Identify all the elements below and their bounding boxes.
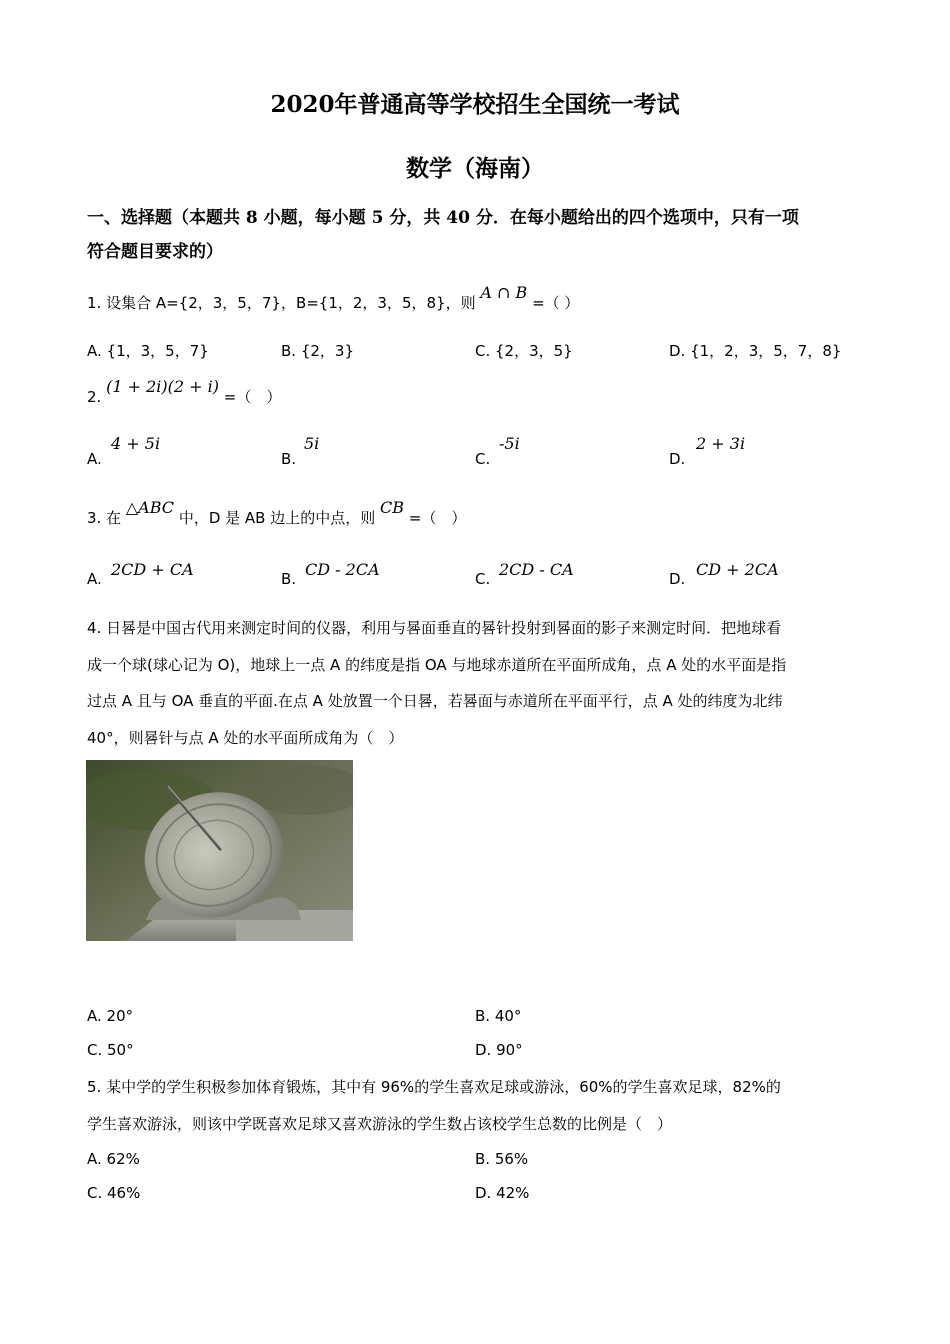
q2-option-c-label: C. xyxy=(475,450,491,468)
q5-option-d: D. 42% xyxy=(475,1184,530,1202)
q3-suffix: =（ ） xyxy=(408,509,467,527)
q4-option-c: C. 50° xyxy=(87,1041,134,1059)
q3-prefix: 3. 在 xyxy=(87,509,122,527)
q2-option-c-value: -5i xyxy=(499,434,520,453)
q2-option-a-label: A. xyxy=(87,450,102,468)
q4-option-a: A. 20° xyxy=(87,1007,134,1025)
q2-option-a-value: 4 + 5i xyxy=(111,434,161,453)
section-heading xyxy=(87,201,877,269)
q2-suffix: =（ ） xyxy=(223,388,282,406)
question-2 xyxy=(87,377,282,407)
q2-option-d-label: D. xyxy=(669,450,686,468)
q5-option-b: B. 56% xyxy=(475,1150,529,1168)
q4-line-4: 40°，则晷针与点 A 处的水平面所成角为（ ） xyxy=(87,729,404,747)
q4-option-d: D. 90° xyxy=(475,1041,523,1059)
q1-option-b: B. {2，3} xyxy=(281,342,355,360)
q3-mid: 中，D 是 AB 边上的中点，则 xyxy=(178,509,376,527)
q4-line-3: 过点 A 且与 OA 垂直的平面.在点 A 处放置一个日晷，若晷面与赤道所在平面平行，点 A 处的纬度为北纬 xyxy=(87,692,783,710)
q1-suffix: =（ ） xyxy=(532,294,580,312)
q2-option-d-value: 2 + 3i xyxy=(696,434,746,453)
q3-option-c-label: C. xyxy=(475,570,491,588)
q3-option-a-label: A. xyxy=(87,570,102,588)
section-heading-line2: 符合题目要求的） xyxy=(87,242,223,262)
q1-option-c: C. {2，3，5} xyxy=(475,342,573,360)
section-heading-line1: 一、选择题（本题共 8 小题，每小题 5 分，共 40 分．在每小题给出的四个选项中，只有一项 xyxy=(87,208,799,228)
q5-option-c: C. 46% xyxy=(87,1184,141,1202)
q3-math-triangle: △ABC xyxy=(125,498,175,517)
q3-option-d-label: D. xyxy=(669,570,686,588)
q2-option-b-label: B. xyxy=(281,450,297,468)
q3-option-a-value: 2CD + CA xyxy=(111,560,194,579)
q2-prefix: 2. xyxy=(87,388,102,406)
q5-option-a: A. 62% xyxy=(87,1150,140,1168)
q5-line-1: 5. 某中学的学生积极参加体育锻炼，其中有 96%的学生喜欢足球或游泳，60%的学生喜欢足球，82%的 xyxy=(87,1078,781,1096)
q2-math: (1 + 2i)(2 + i) xyxy=(106,377,219,396)
exam-title: 2020年普通高等学校招生全国统一考试 xyxy=(270,91,680,118)
q1-option-a: A. {1，3，5，7} xyxy=(87,342,209,360)
q4-line-1: 4. 日晷是中国古代用来测定时间的仪器，利用与晷面垂直的晷针投射到晷面的影子来测定时间．把地球看 xyxy=(87,619,782,637)
q5-line-2: 学生喜欢游泳，则该中学既喜欢足球又喜欢游泳的学生数占该校学生总数的比例是（ ） xyxy=(87,1115,673,1133)
q1-option-d: D. {1，2，3，5，7，8} xyxy=(669,342,842,360)
exam-subtitle: 数学（海南） xyxy=(406,155,544,182)
question-3 xyxy=(87,498,467,528)
q3-option-b-value: CD - 2CA xyxy=(305,560,380,579)
question-1 xyxy=(87,283,580,313)
q3-option-b-label: B. xyxy=(281,570,297,588)
q1-math: A ∩ B xyxy=(480,283,528,302)
q3-option-c-value: 2CD - CA xyxy=(499,560,574,579)
q4-option-b: B. 40° xyxy=(475,1007,522,1025)
q2-option-b-value: 5i xyxy=(304,434,320,453)
sundial-photo xyxy=(86,760,353,941)
q3-option-d-value: CD + 2CA xyxy=(696,560,779,579)
q1-prefix: 1. 设集合 A={2，3，5，7}，B={1，2，3，5，8}，则 xyxy=(87,294,476,312)
q3-math-vector: CB xyxy=(380,498,405,517)
q4-line-2: 成一个球(球心记为 O)，地球上一点 A 的纬度是指 OA 与地球赤道所在平面所成角，点 A 处的水平面是指 xyxy=(87,656,787,674)
